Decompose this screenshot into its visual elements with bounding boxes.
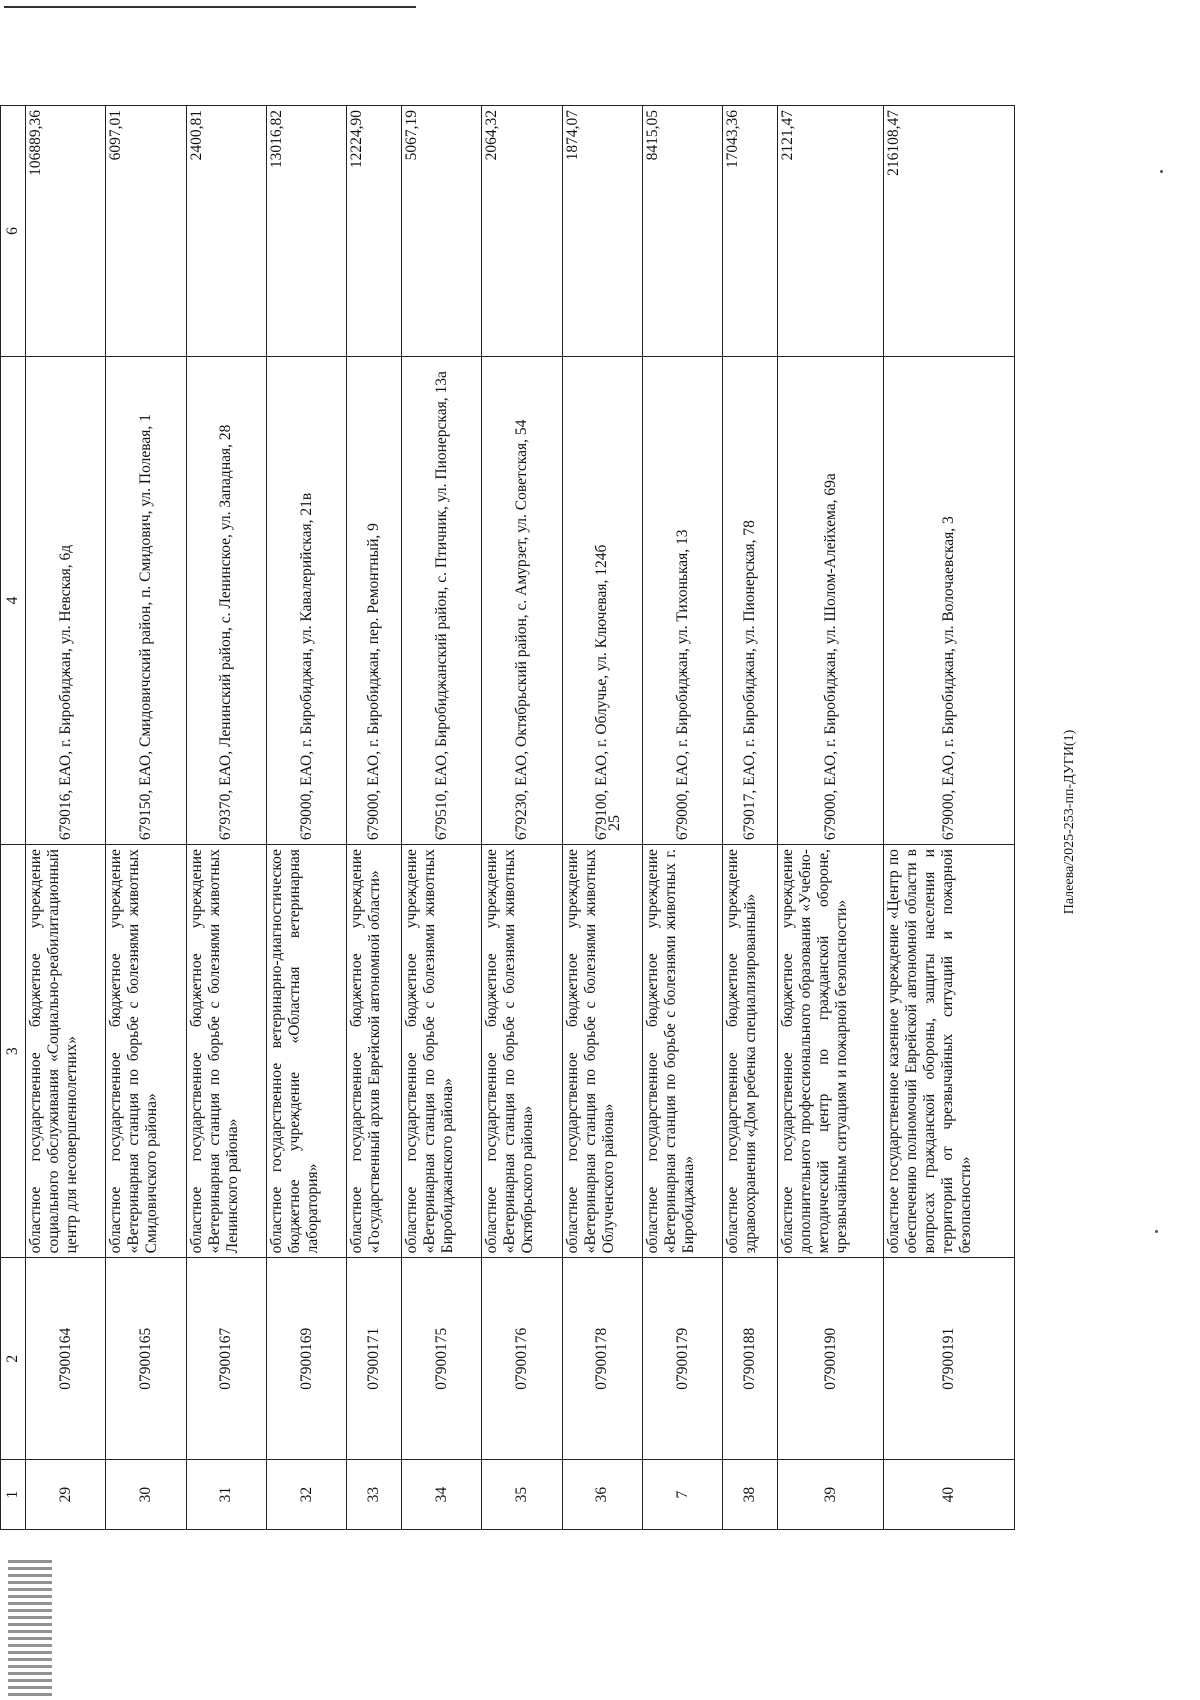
table-row	[723, 106, 778, 1530]
top-edge-rule	[4, 6, 416, 8]
row-number-cell: 32	[266, 1460, 346, 1530]
address-cell: 679100, ЕАО, г. Облучье, ул. Ключевая, 124б	[562, 356, 642, 844]
address-cell: 679000, ЕАО, г. Биробиджан, ул. Шолом-Алейхема, 69а	[778, 356, 884, 844]
table-row	[562, 106, 642, 1530]
scan-speck	[1155, 1230, 1158, 1233]
row-number-cell: 29	[26, 1460, 106, 1530]
institution-name-cell: областное государственное бюджетное учреждение дополнительного профессионального образования «Учебно-методический центр по гражданской обороне, чрезвычайным ситуациям и пожарной безопасности»	[778, 845, 884, 1258]
institution-name-cell: областное государственное бюджетное учреждение «Ветеринарная станция по борьбе с болезнями животных Смидовичского района»	[106, 845, 186, 1258]
amount-cell: 2400,81	[186, 106, 266, 357]
column-header: 2	[1, 1258, 26, 1460]
institutions-table	[0, 105, 1015, 1530]
institution-code-cell: 07900190	[778, 1258, 884, 1460]
table-row	[347, 106, 402, 1530]
column-header: 3	[1, 845, 26, 1258]
column-header: 1	[1, 1460, 26, 1530]
table-row	[106, 106, 186, 1530]
address-cell: 679370, ЕАО, Ленинский район, с. Ленинское, ул. Западная, 28	[186, 356, 266, 844]
institution-code-cell: 07900178	[562, 1258, 642, 1460]
column-header: 6	[1, 106, 26, 357]
amount-cell: 216108,47	[883, 106, 1014, 357]
row-number-cell: 39	[778, 1460, 884, 1530]
row-number-cell: 40	[883, 1460, 1014, 1530]
institution-name-cell: областное государственное бюджетное учреждение социального обслуживания «Социально-реабилитационный центр для несовершеннолетних»	[26, 845, 106, 1258]
address-cell: 679016, ЕАО, г. Биробиджан, ул. Невская, 6д	[26, 356, 106, 844]
amount-cell: 6097,01	[106, 106, 186, 357]
institution-code-cell: 07900171	[347, 1258, 402, 1460]
institution-name-cell: областное государственное бюджетное учреждение «Ветеринарная станция по борьбе с болезнями животных г. Биробиджана»	[643, 845, 723, 1258]
institution-name-cell: областное государственное бюджетное учреждение «Ветеринарная станция по борьбе с болезнями животных Облученского района»	[562, 845, 642, 1258]
institution-code-cell: 07900167	[186, 1258, 266, 1460]
institution-code-cell: 07900175	[402, 1258, 482, 1460]
table-row	[883, 106, 1014, 1530]
left-edge-scan-fragment	[8, 1560, 52, 1700]
table-row	[778, 106, 884, 1530]
amount-cell: 17043,36	[723, 106, 778, 357]
rotated-table-wrapper	[0, 105, 1015, 1530]
row-number-cell: 7	[643, 1460, 723, 1530]
institution-code-cell: 07900164	[26, 1258, 106, 1460]
table-header-row	[1, 106, 26, 1530]
institution-name-cell: областное государственное бюджетное учреждение «Ветеринарная станция по борьбе с болезнями животных Октябрьского района»	[482, 845, 562, 1258]
row-number-cell: 33	[347, 1460, 402, 1530]
institution-code-cell: 07900169	[266, 1258, 346, 1460]
amount-cell: 8415,05	[643, 106, 723, 357]
scan-speck	[1160, 170, 1163, 173]
institution-name-cell: областное государственное бюджетное учреждение «Ветеринарная станция по борьбе с болезнями животных Ленинского района»	[186, 845, 266, 1258]
amount-cell: 5067,19	[402, 106, 482, 357]
institution-name-cell: областное государственное бюджетное учреждение здравоохранения «Дом ребенка специализированный»	[723, 845, 778, 1258]
institution-name-cell: областное государственное ветеринарно-диагностическое бюджетное учреждение «Областная ветеринарная лаборатория»	[266, 845, 346, 1258]
institution-name-cell: областное государственное казенное учреждение «Центр по обеспечению полномочий Еврейской автономной области в вопросах гражданской обороны, защиты населения и территорий от чрезвычайных ситуаций и пожарной безопасности»	[883, 845, 1014, 1258]
amount-cell: 13016,82	[266, 106, 346, 357]
row-number-cell: 31	[186, 1460, 266, 1530]
table-row	[643, 106, 723, 1530]
institution-code-cell: 07900179	[643, 1258, 723, 1460]
row-number-cell: 36	[562, 1460, 642, 1530]
address-cell: 679000, ЕАО, г. Биробиджан, ул. Волочаевская, 3	[883, 356, 1014, 844]
address-cell: 679150, ЕАО, Смидовичский район, п. Смидович, ул. Полевая, 1	[106, 356, 186, 844]
row-number-cell: 38	[723, 1460, 778, 1530]
institution-code-cell: 07900191	[883, 1258, 1014, 1460]
row-number-cell: 30	[106, 1460, 186, 1530]
table-row	[26, 106, 106, 1530]
address-cell: 679000, ЕАО, г. Биробиджан, пер. Ремонтный, 9	[347, 356, 402, 844]
table-row	[482, 106, 562, 1530]
amount-cell: 2121,47	[778, 106, 884, 357]
institution-code-cell: 07900188	[723, 1258, 778, 1460]
address-cell: 679000, ЕАО, г. Биробиджан, ул. Кавалерийская, 21в	[266, 356, 346, 844]
document-footer-code: Палеева/2025-253-пп-ДУГИ(1)	[1062, 729, 1077, 915]
amount-cell: 1874,07	[562, 106, 642, 357]
institution-name-cell: областное государственное бюджетное учреждение «Государственный архив Еврейской автономной области»	[347, 845, 402, 1258]
institution-code-cell: 07900165	[106, 1258, 186, 1460]
column-header: 4	[1, 356, 26, 844]
address-cell: 679230, ЕАО, Октябрьский район, с. Амурзет, ул. Советская, 54	[482, 356, 562, 844]
amount-cell: 12224,90	[347, 106, 402, 357]
address-cell: 679000, ЕАО, г. Биробиджан, ул. Тихонькая, 13	[643, 356, 723, 844]
amount-cell: 106889,36	[26, 106, 106, 357]
row-number-cell: 35	[482, 1460, 562, 1530]
row-number-cell: 34	[402, 1460, 482, 1530]
institution-code-cell: 07900176	[482, 1258, 562, 1460]
amount-cell: 2064,32	[482, 106, 562, 357]
table-row	[186, 106, 266, 1530]
institution-name-cell: областное государственное бюджетное учреждение «Ветеринарная станция по борьбе с болезнями животных Биробиджанского района»	[402, 845, 482, 1258]
page-number: 25	[606, 815, 623, 831]
address-cell: 679510, ЕАО, Биробиджанский район, с. Птичник, ул. Пионерская, 13а	[402, 356, 482, 844]
table-row	[266, 106, 346, 1530]
address-cell: 679017, ЕАО, г. Биробиджан, ул. Пионерская, 78	[723, 356, 778, 844]
table-row	[402, 106, 482, 1530]
